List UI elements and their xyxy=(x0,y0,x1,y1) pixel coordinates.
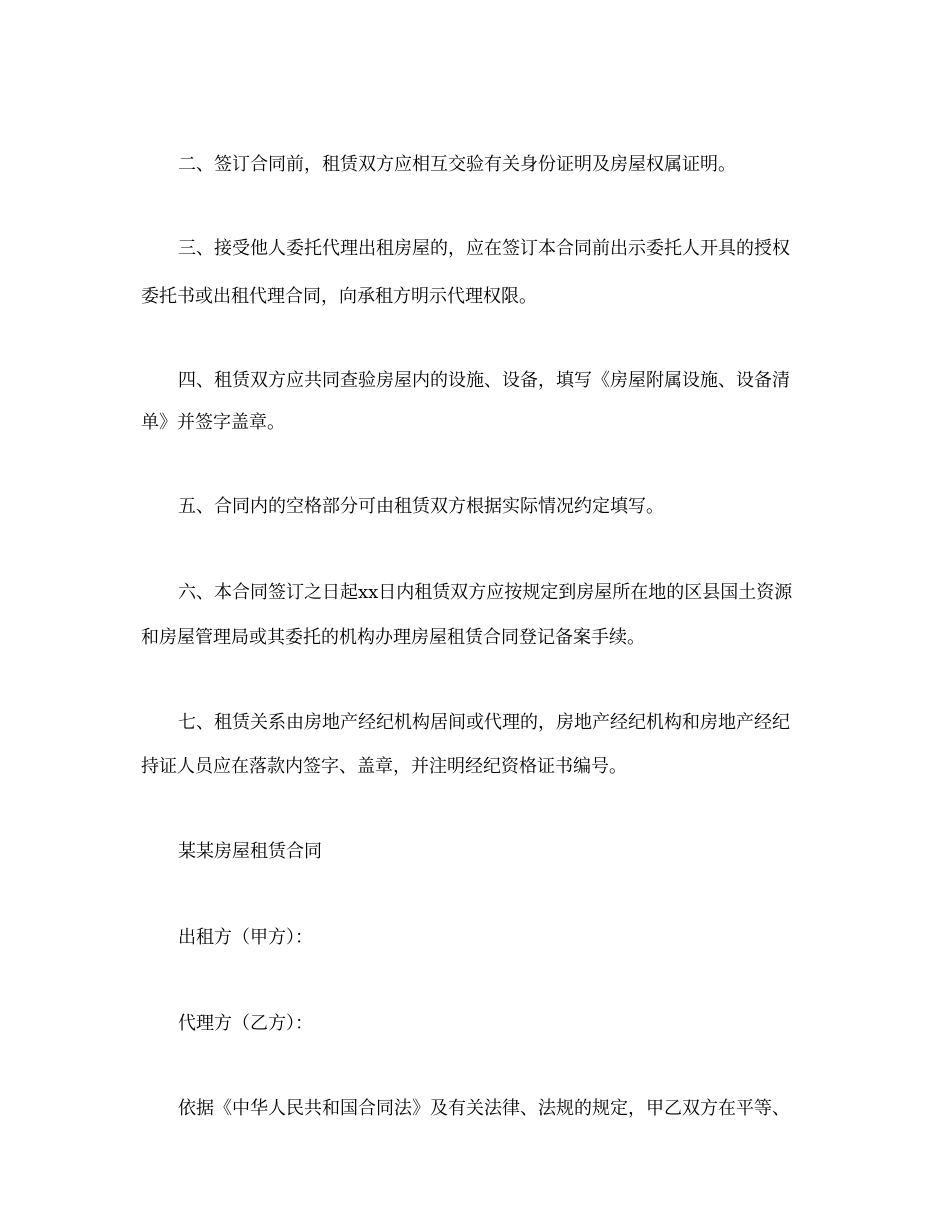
paragraph-3-line-2: 委托书或出租代理合同，向承租方明示代理权限。 xyxy=(141,286,537,307)
lessor-label: 出租方（甲方）： xyxy=(178,927,313,948)
paragraph-6-line-1: 六、本合同签订之日起xx日内租赁双方应按规定到房屋所在地的区县国土资源 xyxy=(178,582,793,603)
paragraph-3-line-1: 三、接受他人委托代理出租房屋的，应在签订本合同前出示委托人开具的授权 xyxy=(178,238,790,259)
paragraph-4-line-2: 单》并签字盖章。 xyxy=(141,412,285,433)
paragraph-7-line-1: 七、租赁关系由房地产经纪机构居间或代理的，房地产经纪机构和房地产经纪 xyxy=(178,712,790,733)
paragraph-7-line-2: 持证人员应在落款内签字、盖章，并注明经纪资格证书编号。 xyxy=(141,756,627,777)
paragraph-6-line-2: 和房屋管理局或其委托的机构办理房屋租赁合同登记备案手续。 xyxy=(141,627,645,648)
agent-label: 代理方（乙方）： xyxy=(178,1013,313,1034)
paragraph-5-line-1: 五、合同内的空格部分可由租赁双方根据实际情况约定填写。 xyxy=(178,496,664,517)
basis-paragraph-line-1: 依据《中华人民共和国合同法》及有关法律、法规的规定，甲乙双方在平等、 xyxy=(178,1098,790,1119)
paragraph-2-line-1: 二、签订合同前，租赁双方应相互交验有关身份证明及房屋权属证明。 xyxy=(178,154,736,175)
contract-title: 某某房屋租赁合同 xyxy=(178,841,322,862)
paragraph-4-line-1: 四、租赁双方应共同查验房屋内的设施、设备，填写《房屋附属设施、设备清 xyxy=(178,370,790,391)
